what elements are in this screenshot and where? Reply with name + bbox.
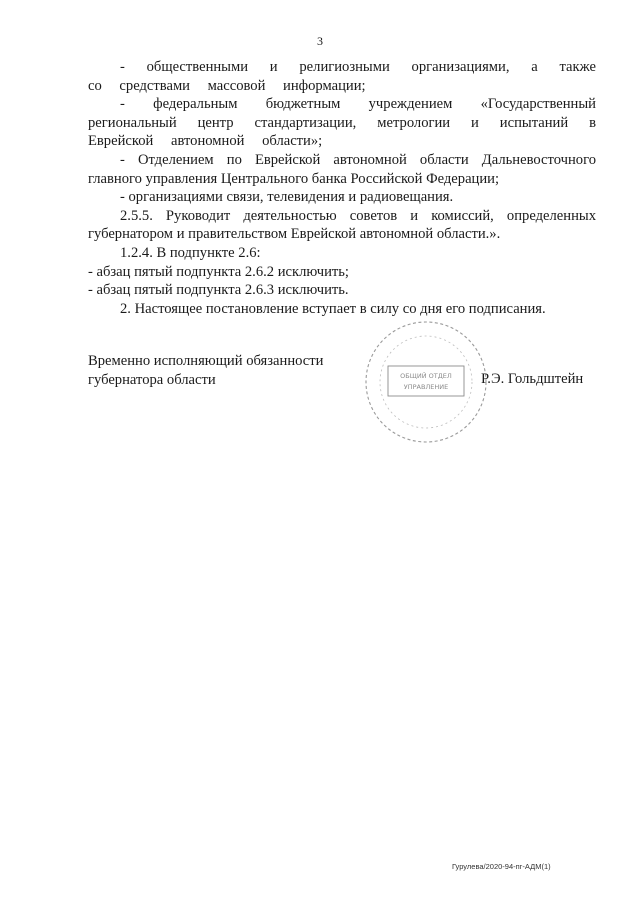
signatory-position xyxy=(88,352,323,389)
document-footer-code: Гурулева/2020-94-пг-АДМ(1) xyxy=(452,862,551,871)
seal-text-line2: УПРАВЛЕНИЕ xyxy=(403,383,449,391)
paragraph-2-6-3: - абзац пятый подпункта 2.6.3 исключить. xyxy=(88,282,349,299)
paragraph-2-6-2: - абзац пятый подпункта 2.6.2 исключить; xyxy=(88,263,349,280)
signatory-name: Р.Э. Гольдштейн xyxy=(481,371,584,387)
page-number: 3 xyxy=(317,34,323,48)
paragraph-1-2-4: 1.2.4. В подпункте 2.6: xyxy=(120,244,261,261)
document-body xyxy=(88,58,596,318)
paragraph-communications: - организациями связи, телевидения и радиовещания. xyxy=(120,189,454,206)
paragraph-public-orgs: - общественными и религиозными организациями, а также со средствами массовой информации; xyxy=(88,59,596,94)
official-seal-stamp xyxy=(362,318,490,446)
paragraph-federal-institution: - федеральным бюджетным учреждением «Государственный региональный центр стандартизации, метрологии и испытаний в Еврейской автономной области»; xyxy=(88,96,596,150)
signatory-position-line1: Временно исполняющий обязанности xyxy=(88,353,324,369)
paragraph-2-5-5: 2.5.5. Руководит деятельностью советов и комиссий, определенных губернатором и правительством Еврейской автономной области.». xyxy=(88,207,596,243)
seal-text-line1: ОБЩИЙ ОТДЕЛ xyxy=(400,372,452,380)
seal-inner-ring xyxy=(380,336,472,428)
seal-center-box xyxy=(388,366,464,396)
signatory-position-line2: губернатора области xyxy=(88,371,216,388)
seal-outer-ring xyxy=(366,322,486,442)
paragraph-central-bank: - Отделением по Еврейской автономной области Дальневосточного главного управления Центрального банка Российской Федерации; xyxy=(88,151,596,187)
paragraph-effective-date: 2. Настоящее постановление вступает в силу со дня его подписания. xyxy=(120,300,546,317)
